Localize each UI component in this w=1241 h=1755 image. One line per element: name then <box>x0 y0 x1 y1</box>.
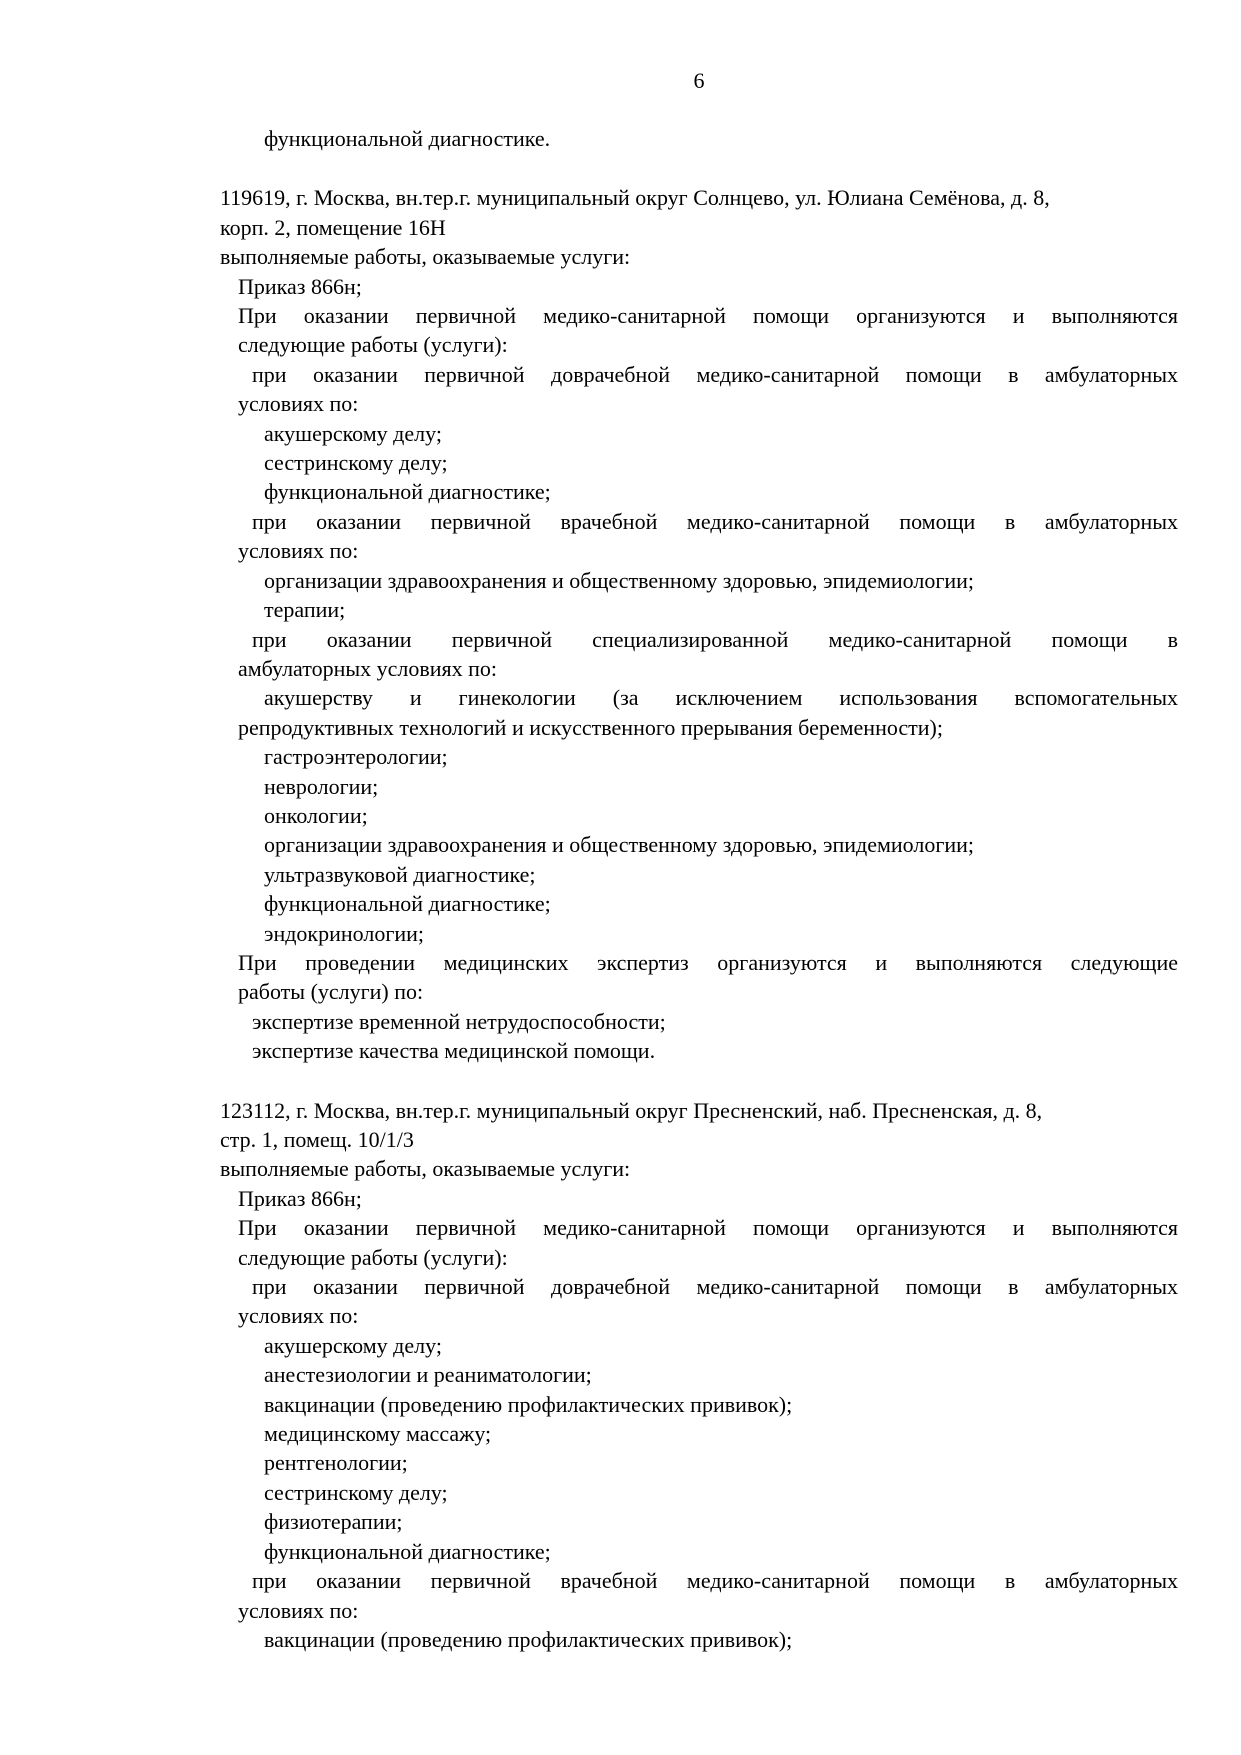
document-line: при оказании первичной специализированной медико-санитарной помощи в <box>252 626 1178 652</box>
document-line: условиях по: <box>238 1303 359 1329</box>
document-line: акушерскому делу; <box>264 420 442 446</box>
document-line: функциональной диагностике. <box>264 126 551 151</box>
license-location-section-2 <box>220 1096 1178 1655</box>
document-line: физиотерапии; <box>264 1509 403 1535</box>
document-line: медицинскому массажу; <box>264 1421 492 1447</box>
document-line: при оказании первичной врачебной медико-санитарной помощи в амбулаторных <box>252 1568 1178 1594</box>
carryover-block <box>220 124 1178 153</box>
document-line: организации здравоохранения и общественному здоровью, эпидемиологии; <box>264 832 975 858</box>
document-line: гастроэнтерологии; <box>264 744 448 770</box>
document-line: при оказании первичной доврачебной медико-санитарной помощи в амбулаторных <box>252 361 1178 387</box>
document-body <box>220 124 1178 1654</box>
document-line: амбулаторных условиях по: <box>238 655 498 681</box>
license-location-section-1 <box>220 183 1178 1065</box>
document-line: Приказ 866н; <box>238 273 362 299</box>
document-line: репродуктивных технологий и искусственного прерывания беременности); <box>238 714 943 740</box>
document-line: экспертизе временной нетрудоспособности; <box>252 1008 666 1034</box>
document-line: терапии; <box>264 597 346 623</box>
document-line: функциональной диагностике; <box>264 891 551 917</box>
document-line: экспертизе качества медицинской помощи. <box>252 1038 656 1064</box>
document-line: функциональной диагностике; <box>264 1538 551 1564</box>
document-line: акушерскому делу; <box>264 1332 442 1358</box>
document-line: стр. 1, помещ. 10/1/3 <box>220 1127 414 1152</box>
document-line: следующие работы (услуги): <box>238 1244 508 1270</box>
document-line: сестринскому делу; <box>264 450 448 476</box>
document-line: работы (услуги) по: <box>238 979 424 1005</box>
document-line: функциональной диагностике; <box>264 479 551 505</box>
document-line: онкологии; <box>264 802 368 828</box>
document-line: анестезиологии и реаниматологии; <box>264 1362 592 1388</box>
document-line: выполняемые работы, оказываемые услуги: <box>220 244 631 270</box>
document-line: рентгенологии; <box>264 1450 408 1476</box>
document-line: условиях по: <box>238 538 359 564</box>
document-line: неврологии; <box>264 773 379 799</box>
document-line: условиях по: <box>238 1597 359 1623</box>
document-line: Приказ 866н; <box>238 1185 362 1211</box>
document-line: корп. 2, помещение 16Н <box>220 214 446 240</box>
page-number: 6 <box>693 68 705 93</box>
document-line: акушерству и гинекологии (за исключением использования вспомогательных <box>264 685 1178 711</box>
document-line: эндокринологии; <box>264 920 425 946</box>
document-line: выполняемые работы, оказываемые услуги: <box>220 1156 631 1182</box>
document-line: следующие работы (услуги): <box>238 332 508 358</box>
document-line: При проведении медицинских экспертиз организуются и выполняются следующие <box>238 949 1178 975</box>
document-line: сестринскому делу; <box>264 1479 448 1505</box>
document-line: При оказании первичной медико-санитарной помощи организуются и выполняются <box>238 1215 1178 1241</box>
document-line: При оказании первичной медико-санитарной помощи организуются и выполняются <box>238 303 1178 329</box>
document-line: вакцинации (проведению профилактических прививок); <box>264 1626 793 1652</box>
document-line: при оказании первичной доврачебной медико-санитарной помощи в амбулаторных <box>252 1274 1178 1300</box>
document-line: 119619, г. Москва, вн.тер.г. муниципальный округ Солнцево, ул. Юлиана Семёнова, д. 8, <box>220 185 1050 211</box>
document-line: организации здравоохранения и общественному здоровью, эпидемиологии; <box>264 567 975 593</box>
document-line: при оказании первичной врачебной медико-санитарной помощи в амбулаторных <box>252 508 1178 534</box>
document-line: 123112, г. Москва, вн.тер.г. муниципальный округ Пресненский, наб. Пресненская, д. 8, <box>220 1097 1043 1123</box>
document-line: вакцинации (проведению профилактических прививок); <box>264 1391 793 1417</box>
document-line: ультразвуковой диагностике; <box>264 861 536 887</box>
document-line: условиях по: <box>238 391 359 417</box>
